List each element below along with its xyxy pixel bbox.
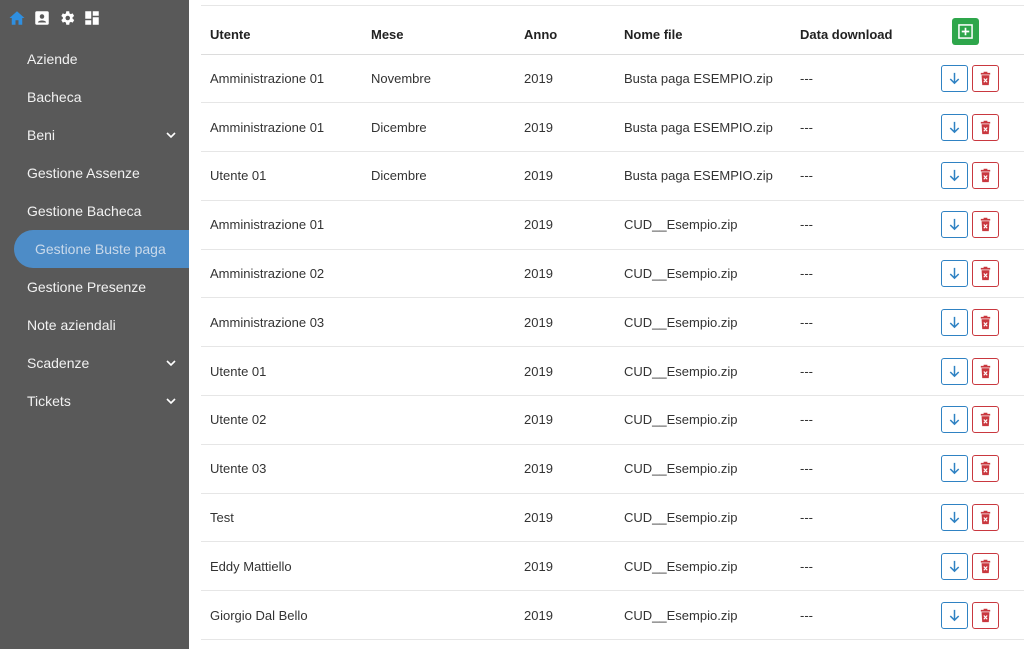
- download-button[interactable]: [941, 358, 968, 385]
- row-actions: [941, 406, 1024, 433]
- table-body: [201, 54, 1024, 640]
- sidebar-nav: [0, 40, 189, 420]
- sidebar-item-aziende[interactable]: [0, 40, 189, 78]
- delete-button[interactable]: [972, 309, 999, 336]
- cell-actions: [922, 444, 1024, 493]
- cell-mese: [362, 444, 515, 493]
- trash-icon: [978, 510, 993, 525]
- trash-icon: [978, 71, 993, 86]
- table-row: [201, 591, 1024, 640]
- arrow-down-icon: [947, 71, 962, 86]
- trash-icon: [978, 315, 993, 330]
- arrow-down-icon: [947, 217, 962, 232]
- delete-button[interactable]: [972, 114, 999, 141]
- arrow-down-icon: [947, 461, 962, 476]
- cell-utente: Utente 01: [201, 152, 362, 201]
- delete-button[interactable]: [972, 504, 999, 531]
- download-button[interactable]: [941, 553, 968, 580]
- delete-button[interactable]: [972, 455, 999, 482]
- cell-mese: [362, 542, 515, 591]
- table-row: [201, 103, 1024, 152]
- cell-anno: 2019: [515, 444, 615, 493]
- cell-mese: [362, 396, 515, 445]
- payslip-table: [201, 6, 1024, 640]
- chevron-down-icon[interactable]: [165, 356, 177, 368]
- delete-button[interactable]: [972, 553, 999, 580]
- sidebar-item-gestione-assenze[interactable]: [0, 154, 189, 192]
- download-button[interactable]: [941, 455, 968, 482]
- trash-icon: [978, 412, 993, 427]
- delete-button[interactable]: [972, 211, 999, 238]
- download-button[interactable]: [941, 309, 968, 336]
- table-header-row: [201, 6, 1024, 54]
- cell-data-download: ---: [791, 249, 922, 298]
- cell-data-download: ---: [791, 493, 922, 542]
- download-button[interactable]: [941, 504, 968, 531]
- row-actions: [941, 504, 1024, 531]
- gear-icon[interactable]: [58, 9, 76, 27]
- sidebar-item-label: Note aziendali: [27, 317, 116, 333]
- cell-utente: Giorgio Dal Bello: [201, 591, 362, 640]
- cell-mese: [362, 347, 515, 396]
- cell-nome-file: CUD__Esempio.zip: [615, 298, 791, 347]
- cell-anno: 2019: [515, 542, 615, 591]
- row-actions: [941, 309, 1024, 336]
- cell-utente: Amministrazione 02: [201, 249, 362, 298]
- cell-anno: 2019: [515, 103, 615, 152]
- row-actions: [941, 602, 1024, 629]
- cell-anno: 2019: [515, 493, 615, 542]
- arrow-down-icon: [947, 412, 962, 427]
- cell-nome-file: CUD__Esempio.zip: [615, 493, 791, 542]
- cell-data-download: ---: [791, 396, 922, 445]
- arrow-down-icon: [947, 510, 962, 525]
- row-actions: [941, 358, 1024, 385]
- cell-utente: Amministrazione 01: [201, 54, 362, 103]
- sidebar-item-gestione-buste-paga[interactable]: [14, 230, 189, 268]
- sidebar-item-label: Scadenze: [27, 355, 90, 371]
- sidebar-item-label: Gestione Bacheca: [27, 203, 142, 219]
- trash-icon: [978, 559, 993, 574]
- delete-button[interactable]: [972, 162, 999, 189]
- arrow-down-icon: [947, 266, 962, 281]
- table-row: [201, 200, 1024, 249]
- sidebar-item-label: Gestione Assenze: [27, 165, 140, 181]
- cell-mese: [362, 200, 515, 249]
- row-actions: [941, 260, 1024, 287]
- cell-actions: [922, 493, 1024, 542]
- main-content: [189, 0, 1024, 649]
- cell-anno: 2019: [515, 152, 615, 201]
- header-mese[interactable]: Mese: [362, 6, 515, 54]
- table-row: [201, 444, 1024, 493]
- trash-icon: [978, 461, 993, 476]
- row-actions: [941, 553, 1024, 580]
- table-row: [201, 249, 1024, 298]
- cell-data-download: ---: [791, 591, 922, 640]
- sidebar-item-tickets[interactable]: [0, 382, 189, 420]
- cell-mese: [362, 591, 515, 640]
- cell-mese: Dicembre: [362, 103, 515, 152]
- cell-anno: 2019: [515, 200, 615, 249]
- cell-data-download: ---: [791, 542, 922, 591]
- sidebar-item-scadenze[interactable]: [0, 344, 189, 382]
- trash-icon: [978, 608, 993, 623]
- cell-actions: [922, 591, 1024, 640]
- cell-nome-file: CUD__Esempio.zip: [615, 347, 791, 396]
- delete-button[interactable]: [972, 260, 999, 287]
- cell-utente: Test: [201, 493, 362, 542]
- cell-mese: Novembre: [362, 54, 515, 103]
- cell-mese: [362, 493, 515, 542]
- header-utente[interactable]: Utente: [201, 6, 362, 54]
- sidebar: [0, 0, 189, 649]
- cell-utente: Amministrazione 01: [201, 103, 362, 152]
- download-button[interactable]: [941, 65, 968, 92]
- cell-nome-file: Busta paga ESEMPIO.zip: [615, 103, 791, 152]
- arrow-down-icon: [947, 315, 962, 330]
- cell-actions: [922, 152, 1024, 201]
- cell-anno: 2019: [515, 347, 615, 396]
- header-nome-file[interactable]: Nome file: [615, 6, 791, 54]
- contact-card-icon[interactable]: [33, 9, 51, 27]
- sidebar-item-label: Gestione Buste paga: [35, 241, 166, 257]
- sidebar-item-gestione-presenze[interactable]: [0, 268, 189, 306]
- cell-data-download: ---: [791, 347, 922, 396]
- cell-actions: [922, 396, 1024, 445]
- add-button[interactable]: [952, 18, 979, 45]
- table-row: [201, 396, 1024, 445]
- cell-anno: 2019: [515, 396, 615, 445]
- arrow-down-icon: [947, 168, 962, 183]
- cell-data-download: ---: [791, 103, 922, 152]
- chevron-down-icon[interactable]: [165, 394, 177, 406]
- cell-utente: Utente 02: [201, 396, 362, 445]
- delete-button[interactable]: [972, 406, 999, 433]
- cell-utente: Amministrazione 01: [201, 200, 362, 249]
- sidebar-item-label: Beni: [27, 127, 56, 143]
- row-actions: [941, 114, 1024, 141]
- row-actions: [941, 65, 1024, 92]
- sidebar-item-gestione-bacheca[interactable]: [0, 192, 189, 230]
- table-row: [201, 152, 1024, 201]
- cell-mese: [362, 298, 515, 347]
- row-actions: [941, 211, 1024, 238]
- table-row: [201, 542, 1024, 591]
- sidebar-item-label: Aziende: [27, 51, 78, 67]
- table-row: [201, 298, 1024, 347]
- delete-button[interactable]: [972, 602, 999, 629]
- cell-anno: 2019: [515, 54, 615, 103]
- sidebar-top-icons: [8, 9, 101, 27]
- cell-data-download: ---: [791, 152, 922, 201]
- table-row: [201, 54, 1024, 103]
- cell-nome-file: CUD__Esempio.zip: [615, 444, 791, 493]
- download-button[interactable]: [941, 162, 968, 189]
- header-actions: [922, 6, 1024, 54]
- cell-nome-file: Busta paga ESEMPIO.zip: [615, 54, 791, 103]
- arrow-down-icon: [947, 120, 962, 135]
- row-actions: [941, 162, 1024, 189]
- sidebar-item-label: Gestione Presenze: [27, 279, 147, 295]
- dashboard-icon[interactable]: [83, 9, 101, 27]
- cell-data-download: ---: [791, 200, 922, 249]
- download-button[interactable]: [941, 260, 968, 287]
- cell-actions: [922, 249, 1024, 298]
- cell-data-download: ---: [791, 298, 922, 347]
- cell-actions: [922, 542, 1024, 591]
- cell-mese: Dicembre: [362, 152, 515, 201]
- cell-nome-file: CUD__Esempio.zip: [615, 249, 791, 298]
- cell-anno: 2019: [515, 591, 615, 640]
- trash-icon: [978, 217, 993, 232]
- row-actions: [941, 455, 1024, 482]
- arrow-down-icon: [947, 364, 962, 379]
- cell-actions: [922, 347, 1024, 396]
- cell-utente: Utente 01: [201, 347, 362, 396]
- arrow-down-icon: [947, 608, 962, 623]
- cell-nome-file: CUD__Esempio.zip: [615, 542, 791, 591]
- trash-icon: [978, 120, 993, 135]
- arrow-down-icon: [947, 559, 962, 574]
- cell-data-download: ---: [791, 444, 922, 493]
- cell-utente: Amministrazione 03: [201, 298, 362, 347]
- cell-utente: Eddy Mattiello: [201, 542, 362, 591]
- table-row: [201, 493, 1024, 542]
- sidebar-item-beni[interactable]: [0, 116, 189, 154]
- trash-icon: [978, 168, 993, 183]
- trash-icon: [978, 364, 993, 379]
- sidebar-item-note-aziendali[interactable]: [0, 306, 189, 344]
- cell-actions: [922, 54, 1024, 103]
- header-data-download[interactable]: Data download: [791, 6, 922, 54]
- download-button[interactable]: [941, 211, 968, 238]
- cell-anno: 2019: [515, 249, 615, 298]
- download-button[interactable]: [941, 602, 968, 629]
- sidebar-item-bacheca[interactable]: [0, 78, 189, 116]
- download-button[interactable]: [941, 114, 968, 141]
- cell-actions: [922, 200, 1024, 249]
- trash-icon: [978, 266, 993, 281]
- plus-square-icon: [958, 24, 973, 39]
- download-button[interactable]: [941, 406, 968, 433]
- cell-anno: 2019: [515, 298, 615, 347]
- cell-nome-file: CUD__Esempio.zip: [615, 396, 791, 445]
- delete-button[interactable]: [972, 358, 999, 385]
- cell-data-download: ---: [791, 54, 922, 103]
- home-icon[interactable]: [8, 9, 26, 27]
- table-row: [201, 347, 1024, 396]
- cell-nome-file: Busta paga ESEMPIO.zip: [615, 152, 791, 201]
- chevron-down-icon[interactable]: [165, 128, 177, 140]
- cell-nome-file: CUD__Esempio.zip: [615, 200, 791, 249]
- header-anno[interactable]: Anno: [515, 6, 615, 54]
- sidebar-item-label: Bacheca: [27, 89, 82, 105]
- cell-nome-file: CUD__Esempio.zip: [615, 591, 791, 640]
- delete-button[interactable]: [972, 65, 999, 92]
- cell-actions: [922, 298, 1024, 347]
- cell-actions: [922, 103, 1024, 152]
- sidebar-item-label: Tickets: [27, 393, 71, 409]
- cell-utente: Utente 03: [201, 444, 362, 493]
- cell-mese: [362, 249, 515, 298]
